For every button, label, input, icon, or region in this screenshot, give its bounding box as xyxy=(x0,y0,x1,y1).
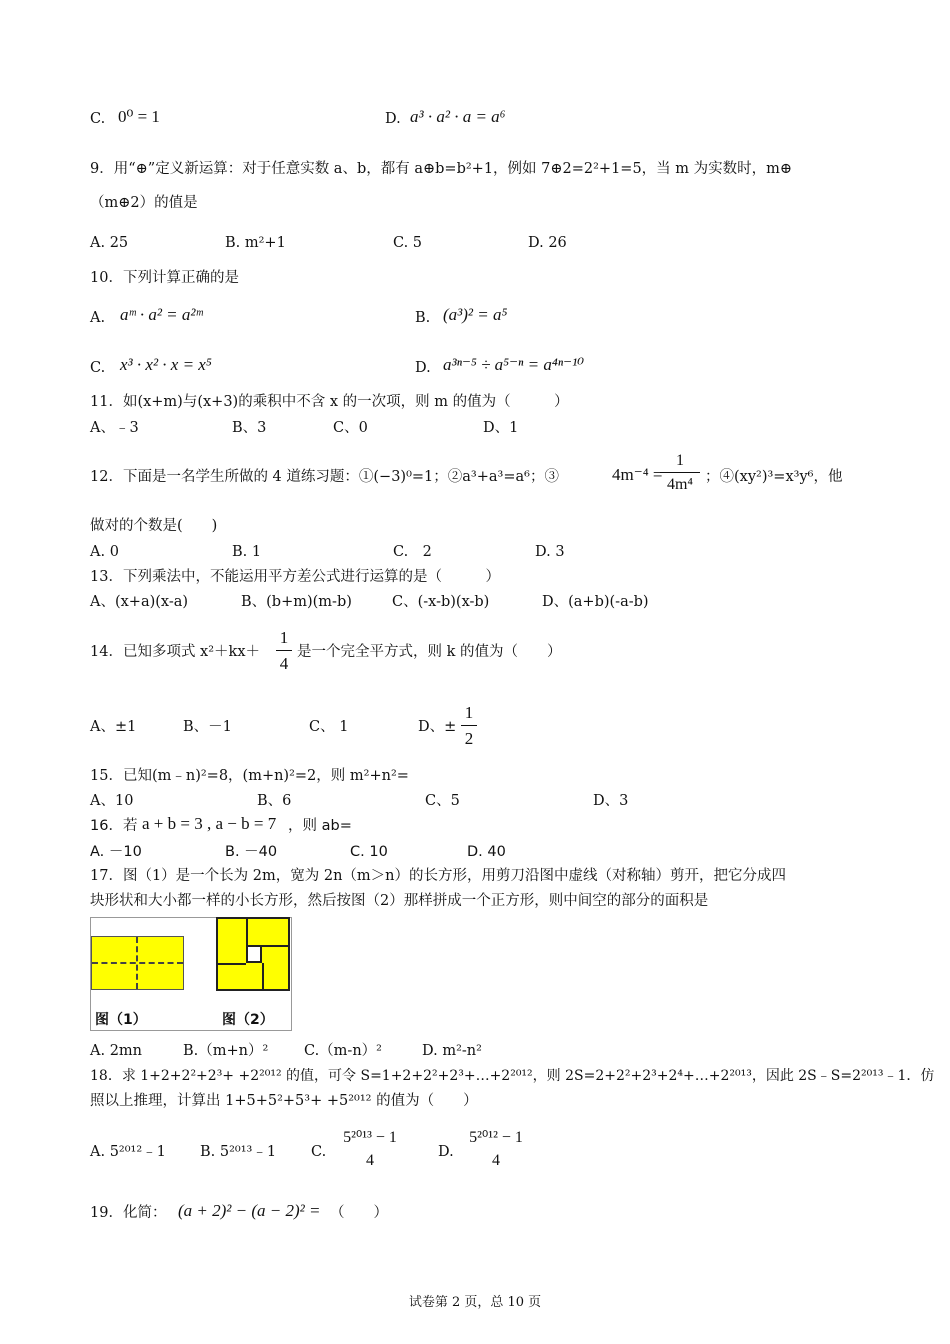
q12-stem-part2: ；④(xy²)³=x³y⁶，他 xyxy=(705,469,843,485)
q13-option-a: A、(x+a)(x-a) xyxy=(90,594,189,610)
q18-option-c-numerator: 5²⁰¹³ − 1 xyxy=(343,1129,397,1146)
q18-option-a: A. 5²⁰¹²﹣1 xyxy=(90,1144,166,1160)
q13-option-c: C、(-x-b)(x-b) xyxy=(392,594,490,610)
page-footer: 试卷第 2 页，总 10 页 xyxy=(408,1295,542,1310)
q17-figure1-dashed-vertical xyxy=(136,937,138,989)
q17-figure2-divider-1 xyxy=(246,919,248,947)
q16-option-b: B. －40 xyxy=(225,844,278,860)
q10-option-d-label: D. xyxy=(415,360,431,376)
q10-stem: 10．下列计算正确的是 xyxy=(90,270,239,286)
q9-option-c: C. 5 xyxy=(393,235,423,251)
q17-figure1-rectangle xyxy=(91,936,184,990)
q14-fraction-numerator: 1 xyxy=(276,628,292,651)
q14-option-a: A、±1 xyxy=(90,719,137,735)
q12-option-d: D. 3 xyxy=(535,544,565,560)
q10-option-c-expr: x³ · x² · x = x⁵ xyxy=(120,355,212,374)
q19-stem: 19．化简： xyxy=(90,1205,167,1221)
q14-option-d-denominator: 2 xyxy=(464,729,474,748)
q17-figure2-caption: 图（2） xyxy=(222,1012,274,1028)
q13-stem: 13．下列乘法中，不能运用平方差公式进行运算的是（ ） xyxy=(90,569,500,585)
q18-option-d-label: D. xyxy=(438,1144,454,1160)
q11-option-d: D、1 xyxy=(483,420,519,436)
q12-fraction-numerator: 1 xyxy=(660,452,700,473)
q15-option-d: D、3 xyxy=(593,793,629,809)
q12-fraction xyxy=(660,452,700,494)
q18-option-d-denominator: 4 xyxy=(492,1152,500,1169)
q17-figure2-divider-4 xyxy=(262,963,264,989)
q8-option-c-expr: 0⁰ = 1 xyxy=(118,107,160,126)
q9-option-d: D. 26 xyxy=(528,235,567,251)
q14-option-d-fraction xyxy=(461,703,477,749)
q18-stem-line1: 18．求 1+2+2²+2³+ +2²⁰¹² 的值，可令 S=1+2+2²+2³+…+2²⁰¹²，则 2S=2+2²+2³+2⁴+…+2²⁰¹³，因此 2S﹣S=2²⁰¹³﹣1．仿 xyxy=(90,1068,935,1084)
q17-figure2-center-hole xyxy=(246,945,262,963)
q14-stem-part2: 是一个完全平方式，则 k 的值为（ ） xyxy=(297,644,562,660)
q17-figure2-divider-3 xyxy=(218,963,246,965)
q17-option-c: C.（m-n）² xyxy=(304,1043,382,1059)
q17-stem-line2: 块形状和大小都一样的小长方形，然后按图（2）那样拼成一个正方形，则中间空的部分的面积是 xyxy=(90,893,709,909)
q14-fraction xyxy=(276,628,292,674)
q11-option-a: A、﹣3 xyxy=(90,420,139,436)
q18-option-c-denominator: 4 xyxy=(366,1152,374,1169)
q16-option-c: C. 10 xyxy=(350,844,388,860)
q9-stem-line2: （m⊕2）的值是 xyxy=(90,195,198,211)
q17-figure2-square xyxy=(216,917,290,991)
q17-option-d: D. m²-n² xyxy=(422,1043,482,1059)
q15-option-b: B、6 xyxy=(257,793,292,809)
q11-option-b: B、3 xyxy=(232,420,267,436)
q12-stem-part1: 12．下面是一名学生所做的 4 道练习题：①(−3)⁰=1；②a³+a³=a⁶；③ xyxy=(90,469,559,485)
q14-option-b: B、－1 xyxy=(183,719,232,735)
q17-figure1-caption: 图（1） xyxy=(95,1012,147,1028)
q18-stem-line2: 照以上推理，计算出 1+5+5²+5³+ +5²⁰¹² 的值为（ ） xyxy=(90,1093,478,1109)
q18-option-d-fraction xyxy=(462,1127,530,1170)
q14-option-d-numerator: 1 xyxy=(461,703,477,726)
q19-answer-blank: （ ） xyxy=(330,1205,388,1221)
q14-fraction-denominator: 4 xyxy=(279,654,289,673)
q10-option-c-label: C. xyxy=(90,360,106,376)
q18-option-c-fraction xyxy=(336,1127,404,1170)
q12-fraction-denominator: 4m⁴ xyxy=(666,476,694,493)
q18-option-c-label: C. xyxy=(311,1144,327,1160)
q14-option-d: D、± xyxy=(418,719,457,735)
q16-option-d: D. 40 xyxy=(467,844,506,860)
q19-expr: (a + 2)² − (a − 2)² = xyxy=(178,1201,321,1220)
q12-stem-line2: 做对的个数是( ) xyxy=(90,518,218,534)
q9-stem-line1: 9．用“⊕”定义新运算：对于任意实数 a、b，都有 a⊕b=b²+1，例如 7⊕2=2²+1=5，当 m 为实数时，m⊕ xyxy=(90,161,793,177)
q8-option-d-expr: a³ · a² · a = a⁶ xyxy=(410,107,506,126)
q15-option-a: A、10 xyxy=(90,793,134,809)
q10-option-a-expr: aᵐ · a² = a²ᵐ xyxy=(120,305,203,324)
q13-option-b: B、(b+m)(m-b) xyxy=(241,594,352,610)
q11-stem: 11．如(x+m)与(x+3)的乘积中不含 x 的一次项，则 m 的值为（ ） xyxy=(90,394,569,410)
q15-option-c: C、5 xyxy=(425,793,460,809)
q14-stem-part1: 14．已知多项式 x²＋kx＋ xyxy=(90,644,261,660)
q18-option-d-numerator: 5²⁰¹² − 1 xyxy=(469,1129,523,1146)
q12-option-b: B. 1 xyxy=(232,544,262,560)
q11-option-c: C、0 xyxy=(333,420,368,436)
q8-option-d-label: D. xyxy=(385,111,401,127)
q15-stem: 15．已知(m﹣n)²=8，(m+n)²=2，则 m²+n²= xyxy=(90,768,409,784)
q10-option-d-expr: a³ⁿ⁻⁵ ÷ a⁵⁻ⁿ = a⁴ⁿ⁻¹⁰ xyxy=(443,355,585,374)
q16-stem-part1: 16．若 xyxy=(90,818,138,834)
q12-option-a: A. 0 xyxy=(90,544,119,560)
q12-expr: 4m⁻⁴ = xyxy=(612,465,663,484)
q14-option-c: C、 1 xyxy=(309,719,349,735)
q9-option-b: B. m²+1 xyxy=(225,235,286,251)
q13-option-d: D、(a+b)(-a-b) xyxy=(542,594,649,610)
q18-option-b: B. 5²⁰¹³﹣1 xyxy=(200,1144,277,1160)
q9-option-a: A. 25 xyxy=(90,235,129,251)
q17-option-b: B.（m+n）² xyxy=(183,1043,269,1059)
q17-stem-line1: 17．图（1）是一个长为 2m，宽为 2n（m＞n）的长方形，用剪刀沿图中虚线（对称轴）剪开，把它分成四 xyxy=(90,868,787,884)
q10-option-b-expr: (a³)² = a⁵ xyxy=(443,305,508,324)
q16-stem-part2: ，则 ab= xyxy=(288,818,352,834)
q8-option-c-label: C. xyxy=(90,111,106,127)
q16-option-a: A. －10 xyxy=(90,844,142,860)
q10-option-a-label: A. xyxy=(90,310,106,326)
q16-expr: a + b = 3 , a − b = 7 xyxy=(142,814,277,833)
q17-option-a: A. 2mn xyxy=(90,1043,143,1059)
q10-option-b-label: B. xyxy=(415,310,431,326)
q12-option-c: C. 2 xyxy=(393,544,432,560)
